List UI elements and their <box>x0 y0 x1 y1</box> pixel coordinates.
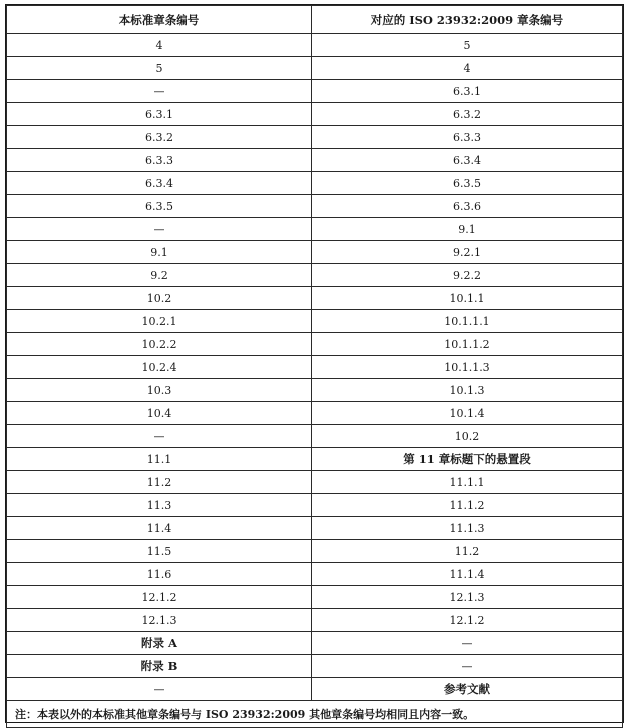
this-standard-clause-cell: 6.3.2 <box>7 126 312 149</box>
this-standard-clause-cell: 6.3.5 <box>7 195 312 218</box>
iso-clause-cell: 参考文献 <box>311 678 622 701</box>
iso-clause-cell: 10.1.1 <box>311 287 622 310</box>
table-row <box>7 356 623 379</box>
table-note: 注：本表以外的本标准其他章条编号与 ISO 23932:2009 其他章条编号均相同且内容一致。 <box>7 701 623 728</box>
this-standard-clause-cell: 附录 A <box>7 632 312 655</box>
this-standard-clause-cell: 4 <box>7 34 312 57</box>
iso-clause-cell: 12.1.2 <box>311 609 622 632</box>
table-row <box>7 57 623 80</box>
table-row <box>7 80 623 103</box>
this-standard-clause-cell: 6.3.4 <box>7 172 312 195</box>
iso-clause-cell: 6.3.2 <box>311 103 622 126</box>
table-row <box>7 287 623 310</box>
header-row <box>7 6 623 34</box>
this-standard-clause-cell: 附录 B <box>7 655 312 678</box>
table-row <box>7 448 623 471</box>
header-this-standard: 本标准章条编号 <box>7 6 312 34</box>
table-row <box>7 402 623 425</box>
table-row <box>7 172 623 195</box>
this-standard-clause-cell: 9.2 <box>7 264 312 287</box>
this-standard-clause-cell: 12.1.2 <box>7 586 312 609</box>
iso-clause-cell: 12.1.3 <box>311 586 622 609</box>
this-standard-clause-cell: 5 <box>7 57 312 80</box>
this-standard-clause-cell: 10.3 <box>7 379 312 402</box>
table-row <box>7 218 623 241</box>
iso-clause-cell: 6.3.5 <box>311 172 622 195</box>
table-row <box>7 103 623 126</box>
this-standard-clause-cell: 10.4 <box>7 402 312 425</box>
this-standard-clause-cell: 10.2.4 <box>7 356 312 379</box>
iso-clause-cell: 6.3.3 <box>311 126 622 149</box>
iso-clause-cell: 6.3.6 <box>311 195 622 218</box>
this-standard-clause-cell: — <box>7 80 312 103</box>
this-standard-clause-cell: — <box>7 218 312 241</box>
document-page <box>5 4 624 723</box>
iso-clause-cell: — <box>311 655 622 678</box>
table-row <box>7 563 623 586</box>
table-row <box>7 264 623 287</box>
this-standard-clause-cell: 11.4 <box>7 517 312 540</box>
iso-clause-cell: 第 11 章标题下的悬置段 <box>311 448 622 471</box>
this-standard-clause-cell: — <box>7 425 312 448</box>
table-row <box>7 241 623 264</box>
iso-clause-cell: 5 <box>311 34 622 57</box>
iso-clause-cell: 10.1.1.2 <box>311 333 622 356</box>
this-standard-clause-cell: 11.5 <box>7 540 312 563</box>
table-row <box>7 379 623 402</box>
table-row <box>7 609 623 632</box>
iso-clause-cell: 11.2 <box>311 540 622 563</box>
this-standard-clause-cell: — <box>7 678 312 701</box>
table-row <box>7 494 623 517</box>
this-standard-clause-cell: 10.2.2 <box>7 333 312 356</box>
this-standard-clause-cell: 9.1 <box>7 241 312 264</box>
iso-clause-cell: 4 <box>311 57 622 80</box>
table-row <box>7 195 623 218</box>
iso-clause-cell: 10.1.3 <box>311 379 622 402</box>
iso-clause-cell: 9.2.1 <box>311 241 622 264</box>
this-standard-clause-cell: 6.3.3 <box>7 149 312 172</box>
iso-clause-cell: 9.2.2 <box>311 264 622 287</box>
iso-clause-cell: 10.1.1.3 <box>311 356 622 379</box>
table-row <box>7 678 623 701</box>
iso-clause-cell: 11.1.4 <box>311 563 622 586</box>
table-row <box>7 149 623 172</box>
header-iso-clause: 对应的 ISO 23932:2009 章条编号 <box>311 6 622 34</box>
iso-clause-cell: 9.1 <box>311 218 622 241</box>
table-row <box>7 126 623 149</box>
this-standard-clause-cell: 10.2.1 <box>7 310 312 333</box>
table-row <box>7 310 623 333</box>
this-standard-clause-cell: 10.2 <box>7 287 312 310</box>
iso-clause-cell: 11.1.3 <box>311 517 622 540</box>
table-row <box>7 586 623 609</box>
this-standard-clause-cell: 11.6 <box>7 563 312 586</box>
note-row <box>7 701 623 728</box>
iso-clause-cell: 6.3.4 <box>311 149 622 172</box>
table-row <box>7 34 623 57</box>
table-row <box>7 517 623 540</box>
iso-clause-cell: 10.1.4 <box>311 402 622 425</box>
table-body <box>7 34 623 701</box>
table-row <box>7 632 623 655</box>
iso-clause-cell: 11.1.2 <box>311 494 622 517</box>
clause-correspondence-table <box>6 5 623 728</box>
iso-clause-cell: 10.2 <box>311 425 622 448</box>
iso-clause-cell: — <box>311 632 622 655</box>
iso-clause-cell: 11.1.1 <box>311 471 622 494</box>
this-standard-clause-cell: 12.1.3 <box>7 609 312 632</box>
iso-clause-cell: 10.1.1.1 <box>311 310 622 333</box>
table-row <box>7 333 623 356</box>
table-row <box>7 425 623 448</box>
this-standard-clause-cell: 11.2 <box>7 471 312 494</box>
this-standard-clause-cell: 11.3 <box>7 494 312 517</box>
table-row <box>7 471 623 494</box>
this-standard-clause-cell: 6.3.1 <box>7 103 312 126</box>
iso-clause-cell: 6.3.1 <box>311 80 622 103</box>
this-standard-clause-cell: 11.1 <box>7 448 312 471</box>
table-row <box>7 540 623 563</box>
table-row <box>7 655 623 678</box>
